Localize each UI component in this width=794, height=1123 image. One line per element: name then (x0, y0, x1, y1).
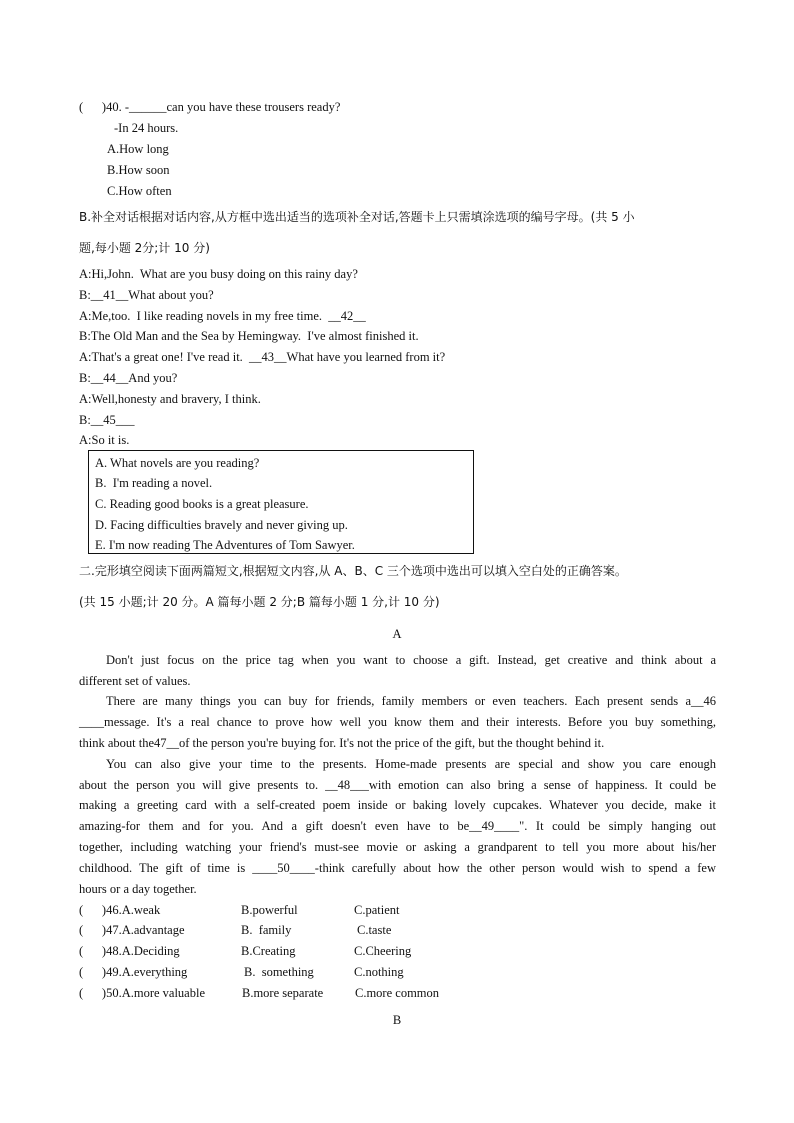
passage-a-line: Don't just focus on the price tag when you want to choose a gift. Instead, get creative and think about a (106, 653, 716, 667)
passage-b-title: B (392, 1013, 402, 1027)
choice-49-b: B. something (244, 965, 314, 979)
section2-heading-line1: 二.完形填空阅读下面两篇短文,根据短文内容,从 A、B、C 三个选项中选出可以填入空白处的正确答案。 (79, 564, 627, 578)
passage-a-line: childhood. The gift of time is ____50____-think carefully about how the other person would wish to spend a few (79, 861, 716, 875)
section2-heading-line2: (共 15 小题;计 20 分。A 篇每小题 2 分;B 篇每小题 1 分,计 10 分) (79, 595, 440, 609)
passage-a-line: hours or a day together. (79, 882, 197, 896)
box-option-d: D. Facing difficulties bravely and never giving up. (95, 518, 348, 532)
part-b-heading-line2: 题,每小题 2分;计 10 分) (79, 241, 210, 255)
choice-48-a: ( )48.A.Deciding (79, 944, 180, 958)
passage-a-line: making a greeting card with a self-created poem inside or baking lovely cupcakes. Whatever you decide, make it (79, 798, 716, 812)
part-b-heading-line1: B.补全对话根据对话内容,从方框中选出适当的选项补全对话,答题卡上只需填涂选项的编号字母。(共 5 小 (79, 210, 635, 224)
passage-a-line: think about the47__of the person you're buying for. It's not the price of the gift, but the thought behind it. (79, 736, 605, 750)
dialogue-line: A:That's a great one! I've read it. __43__What have you learned from it? (79, 350, 446, 364)
passage-a-line: There are many things you can buy for friends, family members or even teachers. Each present sends a__46 (106, 694, 716, 708)
q40-reply: -In 24 hours. (114, 121, 179, 135)
box-option-b: B. I'm reading a novel. (95, 476, 213, 490)
dialogue-line: A:Well,honesty and bravery, I think. (79, 392, 261, 406)
dialogue-line: A:So it is. (79, 433, 130, 447)
q40-option-c: C.How often (107, 184, 172, 198)
choice-50-a: ( )50.A.more valuable (79, 986, 206, 1000)
choice-46-a: ( )46.A.weak (79, 903, 161, 917)
choice-48-b: B.Creating (241, 944, 296, 958)
passage-a-line: different set of values. (79, 674, 191, 688)
q40-option-b: B.How soon (107, 163, 170, 177)
box-option-c: C. Reading good books is a great pleasure. (95, 497, 309, 511)
choice-46-c: C.patient (354, 903, 400, 917)
dialogue-line: A:Hi,John. What are you busy doing on this rainy day? (79, 267, 358, 281)
choice-48-c: C.Cheering (354, 944, 412, 958)
choice-47-a: ( )47.A.advantage (79, 923, 185, 937)
passage-a-title: A (392, 627, 402, 641)
dialogue-line: B:__44__And you? (79, 371, 178, 385)
dialogue-line: B:__41__What about you? (79, 288, 214, 302)
passage-a-line: You can also give your time to the presents. Home-made presents are special and show you care enough (106, 757, 716, 771)
passage-a-line: together, including watching your friend's must-see movie or asking a grandparent to tell you more about his/her (79, 840, 716, 854)
options-box (88, 450, 474, 554)
dialogue-line: B:__45___ (79, 413, 135, 427)
q40-stem: ( )40. -______can you have these trousers ready? (79, 100, 341, 114)
choice-50-c: C.more common (355, 986, 440, 1000)
box-option-e: E. I'm now reading The Adventures of Tom Sawyer. (95, 538, 355, 552)
dialogue-line: A:Me,too. I like reading novels in my free time. __42__ (79, 309, 366, 323)
q40-option-a: A.How long (107, 142, 169, 156)
passage-a-line: amazing-for them and for you. And a gift doesn't even have to be__49____". It could be simply hanging out (79, 819, 716, 833)
choice-47-b: B. family (241, 923, 292, 937)
passage-a-line: about the person you will give presents to. __48___with emotion can also bring a sense of happiness. It could be (79, 778, 716, 792)
choice-49-c: C.nothing (354, 965, 404, 979)
choice-46-b: B.powerful (241, 903, 298, 917)
choice-47-c: C.taste (357, 923, 392, 937)
passage-a-line: ____message. It's a real chance to prove how well you know them and their interests. Before you buy something, (79, 715, 716, 729)
choice-49-a: ( )49.A.everything (79, 965, 188, 979)
dialogue-line: B:The Old Man and the Sea by Hemingway. I've almost finished it. (79, 329, 419, 343)
choice-50-b: B.more separate (242, 986, 324, 1000)
box-option-a: A. What novels are you reading? (95, 456, 260, 470)
